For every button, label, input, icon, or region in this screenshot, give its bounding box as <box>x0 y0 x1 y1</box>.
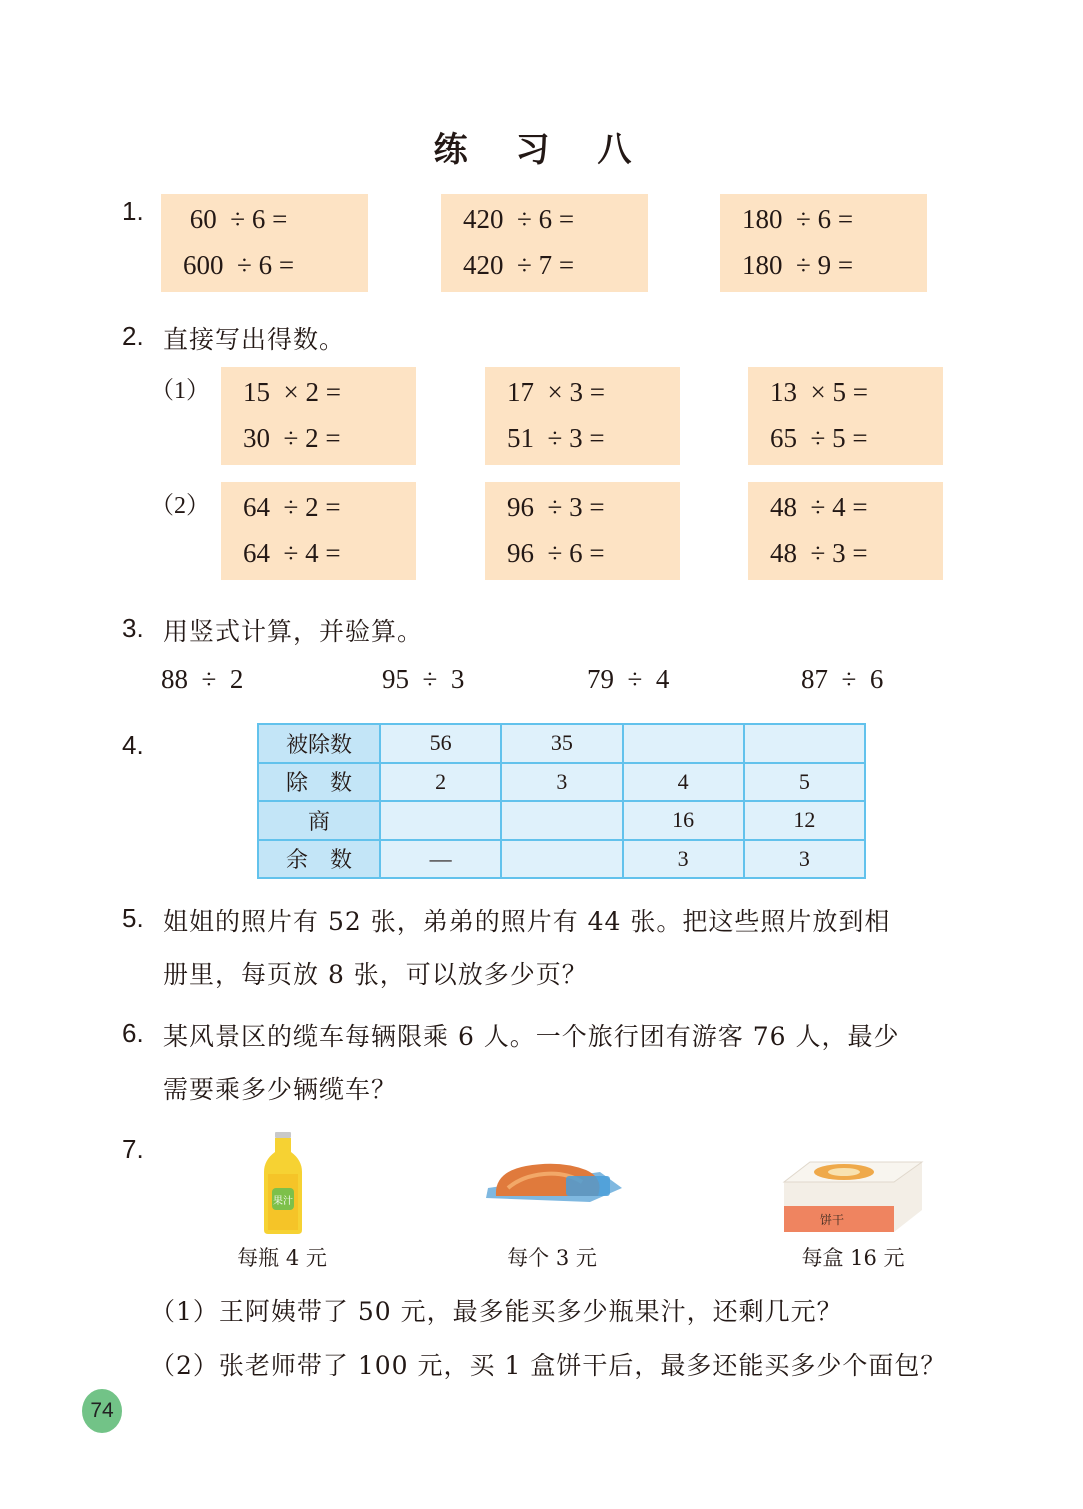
page-title: 练 习 八 <box>433 130 650 170</box>
division-table <box>257 723 866 879</box>
q2-expression: 96 ÷ 6 = <box>507 538 605 568</box>
q1-box-2 <box>441 194 648 292</box>
juice-label: 果汁 <box>273 1196 293 1207</box>
q1-expression: 60 ÷ 6 = <box>183 204 288 234</box>
q2-expression: 48 ÷ 4 = <box>770 492 868 522</box>
q2-expression: 65 ÷ 5 = <box>770 423 868 453</box>
q1-box-1 <box>161 194 368 292</box>
q3-problem: 87 ÷ 6 <box>801 664 884 694</box>
q2-expression: 64 ÷ 2 = <box>243 492 341 522</box>
q3-problem: 95 ÷ 3 <box>382 664 465 694</box>
q2-part2-box-1 <box>221 482 416 580</box>
q2-part2-label: （2） <box>150 493 210 519</box>
q2-expression: 13 × 5 = <box>770 377 868 407</box>
q4-number: 4. <box>122 730 144 760</box>
table-cell: 5 <box>744 763 865 802</box>
table-cell <box>744 724 865 763</box>
q2-number: 2. <box>122 321 144 351</box>
q2-expression: 64 ÷ 4 = <box>243 538 341 568</box>
price-biscuit: 每盒 16 元 <box>801 1246 905 1270</box>
q3-instruction: 用竖式计算，并验算。 <box>163 617 424 646</box>
q1-expression: 420 ÷ 6 = <box>463 204 575 234</box>
q7-number: 7. <box>122 1134 144 1164</box>
table-row <box>258 724 865 763</box>
biscuit-label: 饼干 <box>819 1213 845 1227</box>
q2-expression: 48 ÷ 3 = <box>770 538 868 568</box>
row-header: 余 数 <box>258 840 380 879</box>
price-bread: 每个 3 元 <box>507 1246 597 1270</box>
q1-expression: 420 ÷ 7 = <box>463 250 575 280</box>
q2-expression: 96 ÷ 3 = <box>507 492 605 522</box>
row-header: 除 数 <box>258 763 380 802</box>
table-cell: 3 <box>501 763 622 802</box>
q6-text-line1: 某风景区的缆车每辆限乘 6 人。一个旅行团有游客 76 人，最少 <box>163 1022 900 1051</box>
q5-number: 5. <box>122 903 144 933</box>
bread-icon <box>482 1158 627 1206</box>
table-cell: 2 <box>380 763 501 802</box>
q2-instruction: 直接写出得数。 <box>163 325 346 354</box>
table-row <box>258 801 865 840</box>
q5-text-line2: 册里，每页放 8 张，可以放多少页？ <box>163 960 588 989</box>
q7-subquestion-2: （2）张老师带了 100 元，买 1 盒饼干后，最多还能买多少个面包？ <box>150 1351 947 1380</box>
q5-text-line1: 姐姐的照片有 52 张，弟弟的照片有 44 张。把这些照片放到相 <box>163 907 891 936</box>
table-cell: 56 <box>380 724 501 763</box>
biscuit-box-icon <box>782 1160 924 1234</box>
q2-expression: 17 × 3 = <box>507 377 605 407</box>
q2-expression: 51 ÷ 3 = <box>507 423 605 453</box>
table-cell: 3 <box>623 840 744 879</box>
table-row <box>258 840 865 879</box>
table-cell <box>623 724 744 763</box>
price-juice: 每瓶 4 元 <box>237 1246 327 1270</box>
juice-bottle-icon <box>258 1130 308 1236</box>
q7-subquestion-1: （1）王阿姨带了 50 元，最多能买多少瓶果汁，还剩几元？ <box>150 1297 843 1326</box>
table-cell <box>501 801 622 840</box>
q2-part2-box-3 <box>748 482 943 580</box>
q3-problem: 88 ÷ 2 <box>161 664 244 694</box>
page-number: 74 <box>82 1389 122 1433</box>
row-header: 被除数 <box>258 724 380 763</box>
q2-part1-label: （1） <box>150 378 210 404</box>
q2-part1-box-2 <box>485 367 680 465</box>
q6-number: 6. <box>122 1018 144 1048</box>
table-cell: 12 <box>744 801 865 840</box>
table-cell: 35 <box>501 724 622 763</box>
q1-number: 1. <box>122 196 144 226</box>
row-header: 商 <box>258 801 380 840</box>
q6-text-line2: 需要乘多少辆缆车？ <box>163 1075 398 1104</box>
table-cell: 3 <box>744 840 865 879</box>
q2-part1-box-1 <box>221 367 416 465</box>
q2-part1-box-3 <box>748 367 943 465</box>
q1-box-3 <box>720 194 927 292</box>
q3-number: 3. <box>122 613 144 643</box>
table-cell: 4 <box>623 763 744 802</box>
q3-problem: 79 ÷ 4 <box>587 664 670 694</box>
table-cell: — <box>380 840 501 879</box>
q2-part2-box-2 <box>485 482 680 580</box>
table-row <box>258 763 865 802</box>
q2-expression: 30 ÷ 2 = <box>243 423 341 453</box>
table-cell <box>501 840 622 879</box>
q1-expression: 180 ÷ 9 = <box>742 250 854 280</box>
table-cell <box>380 801 501 840</box>
q2-expression: 15 × 2 = <box>243 377 341 407</box>
table-cell: 16 <box>623 801 744 840</box>
q1-expression: 600 ÷ 6 = <box>183 250 295 280</box>
q1-expression: 180 ÷ 6 = <box>742 204 854 234</box>
